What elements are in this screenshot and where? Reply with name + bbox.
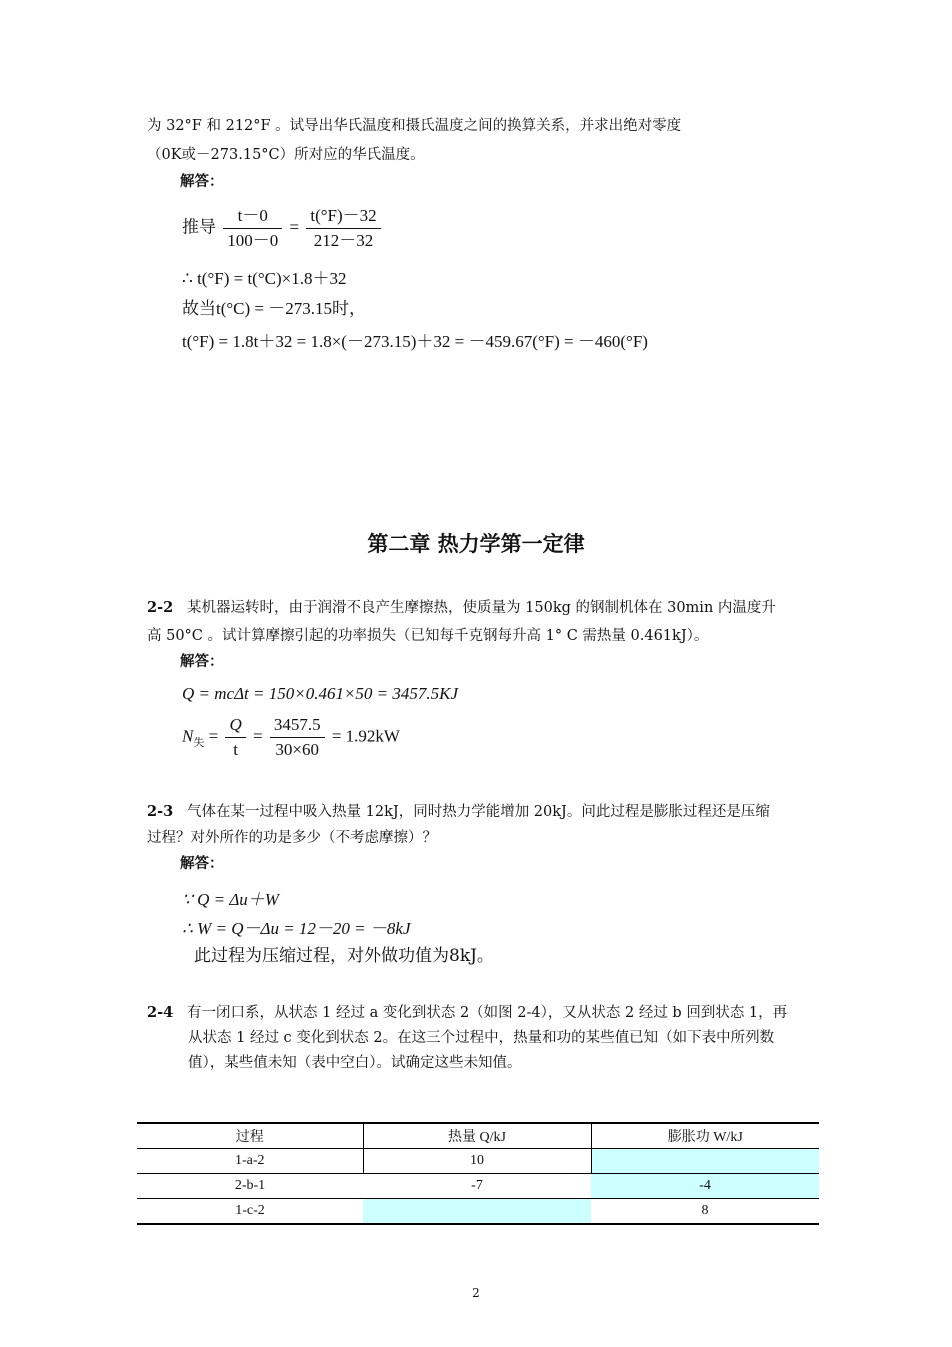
- fraction-numerator: t(°F)－32: [306, 206, 380, 229]
- p22-equation-2: $N_失$ = $\frac{Q}{t}$ = $\frac{3457.5}{30\times 60}$ = 1.92kW: [182, 715, 400, 759]
- fraction-q-over-t: [225, 715, 245, 760]
- p22-equation-1: Q = mcΔt = 150×0.461×50 = 3457.5KJ: [182, 684, 459, 703]
- answer-label: 解答：: [180, 855, 224, 872]
- table-cell-unknown: [591, 1149, 819, 1174]
- result: = 1.92kW: [331, 726, 400, 746]
- problem-number: 2-4: [147, 1004, 174, 1021]
- problem-text: 气体在某一过程中吸入热量 12kJ，同时热力学能增加 20kJ。问此过程是膨胀过程还是压缩: [187, 804, 770, 820]
- table-row: [137, 1149, 819, 1174]
- problem-2-4-line-2: 从状态 1 经过 c 变化到状态 2。在这三个过程中，热量和功的某些值已知（如下表中所列数: [188, 1030, 775, 1046]
- table-cell-unknown: [363, 1199, 591, 1225]
- table-cell: 1-c-2: [137, 1199, 363, 1225]
- equals-sign: =: [289, 217, 300, 237]
- derive-prefix: 推导: [182, 217, 216, 237]
- problem-2-4-line-3: 值），某些值未知（表中空白）。试确定这些未知值。: [188, 1055, 522, 1071]
- intro-line-1: 为 32°F 和 212°F 。试导出华氏温度和摄氏温度之间的换算关系，并求出绝对零度: [147, 118, 682, 134]
- problem-2-4-line-1: [147, 1001, 787, 1025]
- fraction-numerator: t－0: [223, 206, 282, 229]
- header-process: 过程: [137, 1123, 363, 1149]
- intro-line-2: （0K或－273.15°C）所对应的华氏温度。: [147, 147, 425, 163]
- answer-label: 解答：: [180, 653, 224, 670]
- sol1-line-2: ∴ t(°F) = t(°C)×1.8＋32: [182, 269, 347, 288]
- fraction-fahrenheit: [306, 206, 380, 251]
- table-row: [137, 1174, 819, 1199]
- fraction-denominator: 30×60: [275, 740, 319, 759]
- table-cell: 1-a-2: [137, 1149, 363, 1174]
- table-cell: 2-b-1: [137, 1174, 363, 1199]
- problem-2-2-line-1: [147, 596, 776, 620]
- p23-equation-2: ∴ W = Q－Δu = 12－20 = －8kJ: [182, 919, 411, 938]
- table-cell: 10: [363, 1149, 591, 1174]
- header-heat: 热量 Q/kJ: [363, 1123, 591, 1149]
- problem-number: 2-2: [147, 599, 174, 616]
- fraction-denominator: 212－32: [313, 231, 374, 250]
- page-number: 2: [472, 1286, 480, 1300]
- fraction-denominator: t: [233, 740, 238, 759]
- header-work: 膨胀功 W/kJ: [591, 1123, 819, 1149]
- problem-text: 有一闭口系，从状态 1 经过 a 变化到状态 2（如图 2-4），又从状态 2 经过 b 回到状态 1，再: [187, 1005, 788, 1021]
- table-cell: 8: [591, 1199, 819, 1225]
- fraction-values: [270, 715, 325, 760]
- power-symbol: N: [182, 726, 194, 746]
- problem-number: 2-3: [147, 803, 174, 820]
- problem-text: 某机器运转时，由于润滑不良产生摩擦热，使质量为 150kg 的钢制机体在 30min 内温度升: [187, 600, 776, 616]
- sol1-line-3: 故当t(°C) = －273.15时，: [182, 299, 367, 318]
- fraction-celsius: [223, 206, 282, 251]
- chapter-title: 第二章 热力学第一定律: [367, 532, 585, 556]
- answer-label: 解答：: [180, 173, 224, 190]
- table-cell: -4: [591, 1174, 819, 1199]
- fraction-numerator: 3457.5: [270, 715, 325, 738]
- p23-equation-1: ∵ Q = Δu＋W: [182, 890, 279, 909]
- power-subscript: 失: [193, 736, 205, 749]
- table-cell: -7: [363, 1174, 591, 1199]
- fraction-denominator: 100－0: [227, 231, 279, 250]
- sol1-line-4: t(°F) = 1.8t＋32 = 1.8×(－273.15)＋32 = －459.67(°F) = －460(°F): [182, 332, 648, 351]
- table-header-row: [137, 1123, 819, 1149]
- p23-conclusion: 此过程为压缩过程，对外做功值为8kJ。: [194, 946, 494, 966]
- fraction-numerator: Q: [225, 715, 245, 738]
- problem-2-3-line-2: 过程？对外所作的功是多少（不考虑摩擦）？: [147, 830, 437, 846]
- problem-2-3-line-1: [147, 800, 770, 824]
- problem-2-2-line-2: 高 50°C 。试计算摩擦引起的功率损失（已知每千克钢每升高 1° C 需热量 0.461kJ）。: [147, 628, 709, 644]
- table-row: [137, 1199, 819, 1225]
- derive-equation: [182, 206, 384, 251]
- data-table: [137, 1122, 819, 1225]
